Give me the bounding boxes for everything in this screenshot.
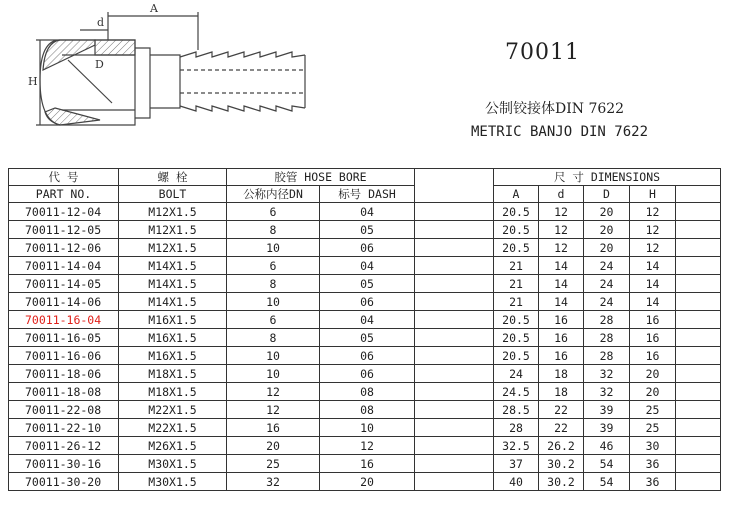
cell-extra bbox=[676, 401, 721, 419]
cell-extra bbox=[676, 365, 721, 383]
cell-d: 22 bbox=[539, 401, 584, 419]
cell-blank bbox=[415, 401, 494, 419]
cell-part-no: 70011-14-06 bbox=[9, 293, 119, 311]
cell-blank bbox=[415, 455, 494, 473]
cell-d: 30.2 bbox=[539, 455, 584, 473]
cell-dn: 6 bbox=[227, 257, 320, 275]
cell-D: 39 bbox=[584, 401, 630, 419]
table-row bbox=[9, 383, 721, 401]
header-col-h: H bbox=[630, 186, 676, 203]
cell-dash: 05 bbox=[320, 329, 415, 347]
cell-h: 14 bbox=[630, 293, 676, 311]
cell-a: 28.5 bbox=[494, 401, 539, 419]
cell-dash: 08 bbox=[320, 401, 415, 419]
cell-part-no: 70011-16-05 bbox=[9, 329, 119, 347]
cell-part-no: 70011-22-10 bbox=[9, 419, 119, 437]
cell-d: 12 bbox=[539, 221, 584, 239]
header-col-d: d bbox=[539, 186, 584, 203]
table-row bbox=[9, 275, 721, 293]
header-bolt-cn: 螺 栓 bbox=[119, 169, 227, 186]
cell-part-no: 70011-30-16 bbox=[9, 455, 119, 473]
cell-dn: 10 bbox=[227, 239, 320, 257]
cell-D: 32 bbox=[584, 383, 630, 401]
table-row bbox=[9, 311, 721, 329]
cell-dash: 20 bbox=[320, 473, 415, 491]
cell-dn: 8 bbox=[227, 221, 320, 239]
cell-dn: 16 bbox=[227, 419, 320, 437]
cell-D: 46 bbox=[584, 437, 630, 455]
cell-d: 26.2 bbox=[539, 437, 584, 455]
cell-bolt: M12X1.5 bbox=[119, 221, 227, 239]
cell-bolt: M12X1.5 bbox=[119, 203, 227, 221]
cell-d: 16 bbox=[539, 347, 584, 365]
cell-part-no: 70011-14-05 bbox=[9, 275, 119, 293]
header-col-extra bbox=[676, 186, 721, 203]
cell-extra bbox=[676, 473, 721, 491]
cell-blank bbox=[415, 293, 494, 311]
cell-extra bbox=[676, 383, 721, 401]
dimensions-table bbox=[8, 168, 721, 491]
cell-dash: 04 bbox=[320, 311, 415, 329]
cell-bolt: M12X1.5 bbox=[119, 239, 227, 257]
cell-blank bbox=[415, 329, 494, 347]
cell-part-no: 70011-16-06 bbox=[9, 347, 119, 365]
cell-D: 20 bbox=[584, 221, 630, 239]
cell-part-no: 70011-30-20 bbox=[9, 473, 119, 491]
cell-a: 20.5 bbox=[494, 239, 539, 257]
cell-a: 21 bbox=[494, 257, 539, 275]
cell-bolt: M18X1.5 bbox=[119, 383, 227, 401]
cell-h: 20 bbox=[630, 383, 676, 401]
banjo-fitting-drawing bbox=[0, 0, 360, 165]
cell-h: 12 bbox=[630, 239, 676, 257]
cell-extra bbox=[676, 329, 721, 347]
header-bolt: BOLT bbox=[119, 186, 227, 203]
cell-D: 39 bbox=[584, 419, 630, 437]
cell-a: 24 bbox=[494, 365, 539, 383]
cell-extra bbox=[676, 347, 721, 365]
cell-d: 14 bbox=[539, 293, 584, 311]
cell-dash: 05 bbox=[320, 221, 415, 239]
cell-dash: 10 bbox=[320, 419, 415, 437]
dim-label-h: H bbox=[28, 75, 38, 88]
cell-bolt: M14X1.5 bbox=[119, 275, 227, 293]
cell-bolt: M26X1.5 bbox=[119, 437, 227, 455]
cell-part-no: 70011-12-04 bbox=[9, 203, 119, 221]
table-row bbox=[9, 203, 721, 221]
cell-bolt: M18X1.5 bbox=[119, 365, 227, 383]
cell-h: 14 bbox=[630, 275, 676, 293]
cell-bolt: M30X1.5 bbox=[119, 473, 227, 491]
cell-dash: 04 bbox=[320, 257, 415, 275]
cell-D: 54 bbox=[584, 473, 630, 491]
header-part-no: PART NO. bbox=[9, 186, 119, 203]
cell-extra bbox=[676, 293, 721, 311]
cell-D: 32 bbox=[584, 365, 630, 383]
cell-blank bbox=[415, 275, 494, 293]
cell-blank bbox=[415, 257, 494, 275]
cell-h: 36 bbox=[630, 455, 676, 473]
cell-a: 20.5 bbox=[494, 221, 539, 239]
cell-bolt: M30X1.5 bbox=[119, 455, 227, 473]
header-blank bbox=[415, 169, 494, 186]
cell-dash: 06 bbox=[320, 293, 415, 311]
cell-bolt: M14X1.5 bbox=[119, 293, 227, 311]
cell-dn: 8 bbox=[227, 329, 320, 347]
header-dn: 公称内径DN bbox=[227, 186, 320, 203]
cell-dn: 10 bbox=[227, 365, 320, 383]
cell-a: 20.5 bbox=[494, 311, 539, 329]
cell-extra bbox=[676, 257, 721, 275]
cell-D: 24 bbox=[584, 257, 630, 275]
cell-d: 14 bbox=[539, 275, 584, 293]
cell-blank bbox=[415, 347, 494, 365]
cell-a: 28 bbox=[494, 419, 539, 437]
cell-blank bbox=[415, 365, 494, 383]
cell-d: 14 bbox=[539, 257, 584, 275]
cell-part-no: 70011-26-12 bbox=[9, 437, 119, 455]
table-row bbox=[9, 239, 721, 257]
cell-d: 12 bbox=[539, 239, 584, 257]
cell-h: 25 bbox=[630, 401, 676, 419]
cell-blank bbox=[415, 203, 494, 221]
cell-a: 21 bbox=[494, 275, 539, 293]
cell-d: 12 bbox=[539, 203, 584, 221]
cell-extra bbox=[676, 437, 721, 455]
table-row bbox=[9, 347, 721, 365]
cell-h: 30 bbox=[630, 437, 676, 455]
cell-dn: 12 bbox=[227, 401, 320, 419]
cell-extra bbox=[676, 203, 721, 221]
cell-bolt: M16X1.5 bbox=[119, 311, 227, 329]
header-hose-bore: 胶管 HOSE BORE bbox=[227, 169, 415, 186]
cell-a: 21 bbox=[494, 293, 539, 311]
table-row bbox=[9, 401, 721, 419]
cell-extra bbox=[676, 311, 721, 329]
cell-D: 28 bbox=[584, 329, 630, 347]
cell-dn: 10 bbox=[227, 347, 320, 365]
cell-a: 20.5 bbox=[494, 347, 539, 365]
cell-dn: 8 bbox=[227, 275, 320, 293]
cell-h: 36 bbox=[630, 473, 676, 491]
cell-D: 24 bbox=[584, 293, 630, 311]
cell-d: 16 bbox=[539, 311, 584, 329]
cell-D: 20 bbox=[584, 239, 630, 257]
cell-D: 28 bbox=[584, 347, 630, 365]
cell-d: 18 bbox=[539, 365, 584, 383]
cell-h: 12 bbox=[630, 203, 676, 221]
dim-label-D: D bbox=[95, 58, 104, 71]
cell-blank bbox=[415, 311, 494, 329]
table-row bbox=[9, 293, 721, 311]
cell-D: 28 bbox=[584, 311, 630, 329]
table-row bbox=[9, 221, 721, 239]
title-chinese: 公制铰接体DIN 7622 bbox=[485, 101, 625, 117]
cell-h: 12 bbox=[630, 221, 676, 239]
header-dash: 标号 DASH bbox=[320, 186, 415, 203]
cell-dash: 05 bbox=[320, 275, 415, 293]
cell-h: 16 bbox=[630, 347, 676, 365]
cell-h: 25 bbox=[630, 419, 676, 437]
cell-part-no: 70011-18-08 bbox=[9, 383, 119, 401]
cell-blank bbox=[415, 221, 494, 239]
cell-blank bbox=[415, 383, 494, 401]
table-row bbox=[9, 473, 721, 491]
cell-h: 16 bbox=[630, 311, 676, 329]
header-dimensions: 尺 寸 DIMENSIONS bbox=[494, 169, 721, 186]
cell-part-no: 70011-14-04 bbox=[9, 257, 119, 275]
cell-a: 32.5 bbox=[494, 437, 539, 455]
cell-d: 30.2 bbox=[539, 473, 584, 491]
dim-label-a: A bbox=[150, 2, 158, 15]
title-english: METRIC BANJO DIN 7622 bbox=[471, 124, 649, 140]
cell-dash: 06 bbox=[320, 365, 415, 383]
header-col-a: A bbox=[494, 186, 539, 203]
cell-dn: 12 bbox=[227, 383, 320, 401]
cell-blank bbox=[415, 239, 494, 257]
cell-d: 18 bbox=[539, 383, 584, 401]
cell-bolt: M22X1.5 bbox=[119, 419, 227, 437]
cell-part-no: 70011-22-08 bbox=[9, 401, 119, 419]
model-number: 70011 bbox=[505, 40, 580, 65]
cell-part-no: 70011-16-04 bbox=[9, 311, 119, 329]
cell-part-no: 70011-18-06 bbox=[9, 365, 119, 383]
cell-h: 20 bbox=[630, 365, 676, 383]
table-row bbox=[9, 329, 721, 347]
cell-part-no: 70011-12-06 bbox=[9, 239, 119, 257]
cell-a: 20.5 bbox=[494, 203, 539, 221]
header-blank-2 bbox=[415, 186, 494, 203]
cell-extra bbox=[676, 455, 721, 473]
cell-d: 22 bbox=[539, 419, 584, 437]
cell-a: 20.5 bbox=[494, 329, 539, 347]
cell-bolt: M14X1.5 bbox=[119, 257, 227, 275]
cell-dash: 12 bbox=[320, 437, 415, 455]
table-row bbox=[9, 419, 721, 437]
cell-D: 20 bbox=[584, 203, 630, 221]
cell-dn: 6 bbox=[227, 311, 320, 329]
cell-d: 16 bbox=[539, 329, 584, 347]
cell-bolt: M16X1.5 bbox=[119, 329, 227, 347]
cell-dn: 32 bbox=[227, 473, 320, 491]
header-code-cn: 代 号 bbox=[9, 169, 119, 186]
cell-dn: 20 bbox=[227, 437, 320, 455]
cell-D: 54 bbox=[584, 455, 630, 473]
cell-bolt: M16X1.5 bbox=[119, 347, 227, 365]
cell-blank bbox=[415, 437, 494, 455]
cell-blank bbox=[415, 419, 494, 437]
cell-h: 16 bbox=[630, 329, 676, 347]
cell-h: 14 bbox=[630, 257, 676, 275]
table-row bbox=[9, 257, 721, 275]
cell-dn: 10 bbox=[227, 293, 320, 311]
table-row bbox=[9, 455, 721, 473]
cell-dn: 6 bbox=[227, 203, 320, 221]
cell-dash: 06 bbox=[320, 239, 415, 257]
table-row bbox=[9, 437, 721, 455]
cell-a: 37 bbox=[494, 455, 539, 473]
cell-dash: 08 bbox=[320, 383, 415, 401]
cell-dn: 25 bbox=[227, 455, 320, 473]
cell-a: 40 bbox=[494, 473, 539, 491]
cell-dash: 06 bbox=[320, 347, 415, 365]
cell-extra bbox=[676, 419, 721, 437]
cell-part-no: 70011-12-05 bbox=[9, 221, 119, 239]
cell-dash: 04 bbox=[320, 203, 415, 221]
table-row bbox=[9, 365, 721, 383]
cell-extra bbox=[676, 275, 721, 293]
header-col-D: D bbox=[584, 186, 630, 203]
cell-D: 24 bbox=[584, 275, 630, 293]
cell-a: 24.5 bbox=[494, 383, 539, 401]
cell-bolt: M22X1.5 bbox=[119, 401, 227, 419]
cell-dash: 16 bbox=[320, 455, 415, 473]
cell-blank bbox=[415, 473, 494, 491]
cell-extra bbox=[676, 239, 721, 257]
cell-extra bbox=[676, 221, 721, 239]
dim-label-d: d bbox=[97, 16, 105, 29]
